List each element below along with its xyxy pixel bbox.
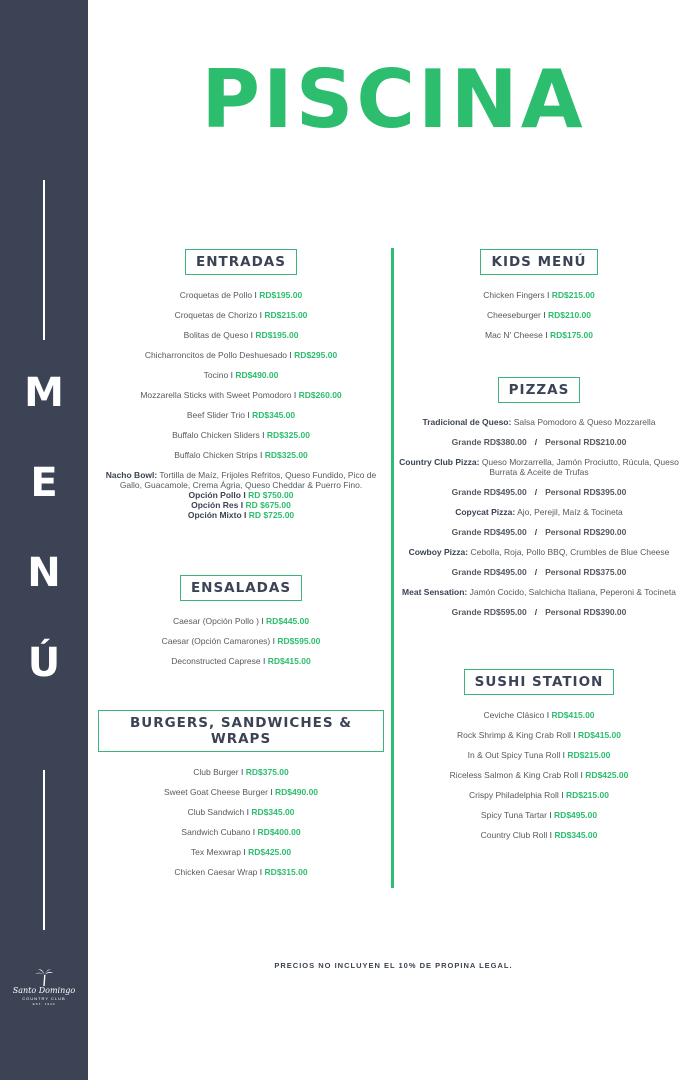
price-separator: I xyxy=(546,710,550,720)
menu-item xyxy=(98,867,384,887)
menu-item-price: RD$315.00 xyxy=(264,867,308,877)
pizza-item xyxy=(399,417,679,437)
sidebar xyxy=(0,0,88,1080)
menu-letter-n: N xyxy=(27,550,61,596)
menu-item xyxy=(399,810,679,830)
pizza-prices xyxy=(399,607,679,627)
menu-item xyxy=(98,390,384,410)
sushi-list xyxy=(399,710,679,850)
price-separator: I xyxy=(240,767,244,777)
burgers-list xyxy=(98,767,384,887)
menu-item-price: RD$215.00 xyxy=(567,750,611,760)
menu-item-name: Bolitas de Queso xyxy=(183,330,249,340)
sidebar-line-top xyxy=(43,180,45,340)
pizza-name: Cowboy Pizza: xyxy=(408,547,469,557)
price-separator: I xyxy=(293,390,297,400)
menu-item-name: Deconstructed Caprese xyxy=(171,656,261,666)
menu-item xyxy=(98,636,384,656)
menu-item xyxy=(399,750,679,770)
nacho-bowl-item xyxy=(98,470,384,490)
menu-item-price: RD$375.00 xyxy=(245,767,289,777)
menu-item-price: RD$425.00 xyxy=(248,847,292,857)
menu-item xyxy=(98,370,384,390)
nacho-option-price: RD $750.00 xyxy=(248,490,294,500)
menu-item-price: RD$345.00 xyxy=(251,807,295,817)
menu-item xyxy=(98,656,384,676)
price-separator: I xyxy=(543,310,546,320)
pizza-price-grande: Grande RD$495.00 xyxy=(451,527,527,537)
price-separator: I xyxy=(246,807,250,817)
nacho-bowl xyxy=(98,470,384,520)
section-title-sushi: SUSHI STATION xyxy=(464,669,615,695)
pizza-price-personal: Personal RD$375.00 xyxy=(545,567,627,577)
menu-item-name: Caesar (Opción Camarones) xyxy=(161,636,271,646)
menu-item xyxy=(98,787,384,807)
menu-item xyxy=(399,290,679,310)
page-title: PISCINA xyxy=(201,53,586,146)
pizza-price-personal: Personal RD$210.00 xyxy=(545,437,627,447)
menu-item xyxy=(98,807,384,827)
menu-item-price: RD$400.00 xyxy=(257,827,301,837)
menu-item-name: Country Club Roll xyxy=(480,830,548,840)
menu-letter-u: Ú xyxy=(27,640,61,686)
price-separator: I xyxy=(562,750,565,760)
menu-item-name: Sandwich Cubano xyxy=(181,827,251,837)
section-pizzas xyxy=(399,377,679,627)
pizza-description: Salsa Pomodoro & Queso Mozzarella xyxy=(513,417,656,427)
nacho-option-price: RD $675.00 xyxy=(245,500,291,510)
menu-item-price: RD$595.00 xyxy=(277,636,321,646)
price-separator: I xyxy=(250,330,254,340)
menu-item-name: Tex Mexwrap xyxy=(190,847,241,857)
pizza-description: Ajo, Perejil, Maíz & Tocineta xyxy=(517,507,623,517)
ensaladas-list xyxy=(98,616,384,676)
price-separator: I xyxy=(549,830,552,840)
section-title-entradas: ENTRADAS xyxy=(185,249,297,275)
menu-item xyxy=(98,310,384,330)
menu-item-name: Club Sandwich xyxy=(187,807,245,817)
menu-item-name: Club Burger xyxy=(193,767,239,777)
section-title-burgers: BURGERS, SANDWICHES & WRAPS xyxy=(98,710,384,752)
price-slash: / xyxy=(534,437,538,447)
menu-item-price: RD$490.00 xyxy=(235,370,279,380)
nacho-bowl-desc: Tortilla de Maíz, Frijoles Refritos, Queso Fundido, Pico de Gallo, Guacamole, Crema Ágria, Queso Cheddar & Puerro Fino. xyxy=(119,470,377,490)
nacho-option-name: Opción Pollo xyxy=(188,490,241,500)
pizza-item xyxy=(399,587,679,607)
price-separator: I xyxy=(252,827,256,837)
pizza-price-personal: Personal RD$390.00 xyxy=(545,607,627,617)
menu-item-name: In & Out Spicy Tuna Roll xyxy=(467,750,561,760)
menu-item-name: Cheeseburger xyxy=(486,310,541,320)
menu-item xyxy=(98,330,384,350)
pizzas-list xyxy=(399,417,679,627)
menu-item-name: Mozzarella Sticks with Sweet Pomodoro xyxy=(140,390,292,400)
price-separator: I xyxy=(262,656,266,666)
menu-item xyxy=(399,770,679,790)
pizza-prices xyxy=(399,527,679,547)
menu-item-name: Ceviche Clásico xyxy=(483,710,545,720)
price-separator: I xyxy=(261,616,264,626)
menu-item-price: RD$325.00 xyxy=(264,450,308,460)
price-slash: / xyxy=(534,607,538,617)
nacho-option-price: RD $725.00 xyxy=(248,510,295,520)
price-slash: / xyxy=(534,527,538,537)
price-slash: / xyxy=(534,567,538,577)
pizza-price-grande: Grande RD$495.00 xyxy=(451,487,527,497)
nacho-option-mixto xyxy=(98,510,384,520)
section-sushi xyxy=(399,669,679,850)
menu-item-name: Buffalo Chicken Sliders xyxy=(172,430,260,440)
price-slash: / xyxy=(534,487,538,497)
price-separator: I xyxy=(247,410,250,420)
price-separator: I xyxy=(260,450,263,460)
menu-item-name: Buffalo Chicken Strips xyxy=(174,450,258,460)
nacho-option-name: Opción Mixto xyxy=(187,510,242,520)
price-separator: I xyxy=(244,510,247,520)
menu-item xyxy=(399,310,679,330)
menu-item-name: Rock Shrimp & King Crab Roll xyxy=(457,730,571,740)
pizza-prices xyxy=(399,437,679,457)
nacho-option-name: Opción Res xyxy=(191,500,239,510)
menu-letter-m: M xyxy=(24,370,64,416)
price-separator: I xyxy=(230,370,233,380)
menu-item-price: RD$345.00 xyxy=(252,410,296,420)
column-divider xyxy=(391,248,394,888)
menu-item-name: Mac N' Cheese xyxy=(485,330,543,340)
menu-item-price: RD$490.00 xyxy=(275,787,319,797)
price-separator: I xyxy=(561,790,564,800)
menu-item-price: RD$195.00 xyxy=(259,290,303,300)
vertical-menu-title xyxy=(0,365,88,725)
menu-item xyxy=(399,830,679,850)
pizza-name: Tradicional de Queso: xyxy=(422,417,512,427)
menu-item xyxy=(98,847,384,867)
menu-item xyxy=(98,616,384,636)
pizza-item xyxy=(399,547,679,567)
price-separator: I xyxy=(580,770,583,780)
menu-item-price: RD$415.00 xyxy=(267,656,311,666)
menu-item-name: Spicy Tuna Tartar xyxy=(480,810,547,820)
section-kids xyxy=(399,249,679,350)
menu-item xyxy=(98,450,384,470)
menu-item-price: RD$215.00 xyxy=(565,790,609,800)
footer-note: PRECIOS NO INCLUYEN EL 10% DE PROPINA LEGAL. xyxy=(274,961,513,970)
price-separator: I xyxy=(547,290,550,300)
price-separator: I xyxy=(573,730,576,740)
pizza-price-personal: Personal RD$395.00 xyxy=(545,487,627,497)
nacho-bowl-name: Nacho Bowl: xyxy=(105,470,158,480)
menu-item-price: RD$295.00 xyxy=(294,350,338,360)
menu-item xyxy=(399,730,679,750)
menu-item-price: RD$425.00 xyxy=(585,770,629,780)
pizza-item xyxy=(399,507,679,527)
menu-item xyxy=(98,430,384,450)
menu-item-price: RD$345.00 xyxy=(554,830,598,840)
price-separator: I xyxy=(240,500,244,510)
menu-item-name: Riceless Salmon & King Crab Roll xyxy=(449,770,579,780)
menu-item-name: Chicharroncitos de Pollo Deshuesado xyxy=(144,350,288,360)
menu-item xyxy=(98,827,384,847)
logo-script-text: Santo Domingo xyxy=(12,986,76,995)
menu-item-price: RD$415.00 xyxy=(551,710,595,720)
section-ensaladas xyxy=(98,575,384,676)
pizza-description: Cebolla, Roja, Pollo BBQ, Crumbles de Blue Cheese xyxy=(470,547,670,557)
menu-item xyxy=(98,350,384,370)
menu-item xyxy=(399,710,679,730)
price-separator: I xyxy=(549,810,552,820)
pizza-prices xyxy=(399,567,679,587)
logo-established: EST. 1920 xyxy=(32,1002,56,1006)
menu-item-price: RD$495.00 xyxy=(554,810,598,820)
price-separator: I xyxy=(243,490,246,500)
menu-item-name: Caesar (Opción Pollo ) xyxy=(172,616,259,626)
menu-item-name: Beef Slider Trio xyxy=(186,410,245,420)
menu-item-price: RD$215.00 xyxy=(551,290,595,300)
menu-item-price: RD$325.00 xyxy=(266,430,310,440)
price-separator: I xyxy=(243,847,246,857)
pizza-price-personal: Personal RD$290.00 xyxy=(545,527,627,537)
price-separator: I xyxy=(254,290,257,300)
country-club-logo xyxy=(8,968,80,1006)
menu-item-name: Croquetas de Pollo xyxy=(179,290,253,300)
price-separator: I xyxy=(259,310,263,320)
menu-item-name: Sweet Goat Cheese Burger xyxy=(163,787,268,797)
price-separator: I xyxy=(289,350,292,360)
pizza-item xyxy=(399,457,679,487)
menu-item xyxy=(399,330,679,350)
pizza-description: Jamón Cocido, Salchicha Italiana, Peperoni & Tocineta xyxy=(469,587,676,597)
sidebar-line-bottom xyxy=(43,770,45,930)
menu-item-name: Croquetas de Chorizo xyxy=(174,310,258,320)
pizza-name: Copycat Pizza: xyxy=(455,507,516,517)
price-separator: I xyxy=(272,636,275,646)
section-title-pizzas: PIZZAS xyxy=(498,377,581,403)
nacho-option-res xyxy=(98,500,384,510)
menu-item-price: RD$445.00 xyxy=(266,616,310,626)
pizza-prices xyxy=(399,487,679,507)
entradas-list xyxy=(98,290,384,470)
price-separator: I xyxy=(545,330,548,340)
section-entradas xyxy=(98,249,384,520)
menu-item xyxy=(98,767,384,787)
menu-item xyxy=(399,790,679,810)
menu-item-price: RD$195.00 xyxy=(255,330,299,340)
pizza-description: Queso Morzarrella, Jamón Prociutto, Rúcula, Queso Burrata & Aceite de Trufas xyxy=(481,457,679,477)
menu-item-price: RD$415.00 xyxy=(577,730,621,740)
nacho-option-pollo xyxy=(98,490,384,500)
section-title-kids: KIDS MENÚ xyxy=(480,249,597,275)
menu-item-price: RD$215.00 xyxy=(264,310,308,320)
menu-item-name: Tocino xyxy=(203,370,229,380)
section-title-ensaladas: ENSALADAS xyxy=(180,575,302,601)
menu-item-name: Crispy Philadelphia Roll xyxy=(469,790,559,800)
pizza-price-grande: Grande RD$380.00 xyxy=(451,437,527,447)
menu-item-name: Chicken Fingers xyxy=(483,290,545,300)
menu-item-price: RD$175.00 xyxy=(549,330,593,340)
kids-list xyxy=(399,290,679,350)
pizza-name: Country Club Pizza: xyxy=(399,457,480,467)
pizza-name: Meat Sensation: xyxy=(402,587,468,597)
section-burgers xyxy=(98,710,384,887)
price-separator: I xyxy=(259,867,263,877)
menu-item xyxy=(98,410,384,430)
price-separator: I xyxy=(262,430,265,440)
menu-letter-e: E xyxy=(30,460,58,506)
pizza-price-grande: Grande RD$595.00 xyxy=(451,607,527,617)
palm-tree-icon xyxy=(34,968,54,986)
price-separator: I xyxy=(270,787,273,797)
menu-item-name: Chicken Caesar Wrap xyxy=(174,867,258,877)
logo-subtitle: COUNTRY CLUB xyxy=(22,996,66,1001)
pizza-price-grande: Grande RD$495.00 xyxy=(451,567,527,577)
menu-item-price: RD$260.00 xyxy=(298,390,342,400)
menu-item-price: RD$210.00 xyxy=(547,310,591,320)
menu-item xyxy=(98,290,384,310)
